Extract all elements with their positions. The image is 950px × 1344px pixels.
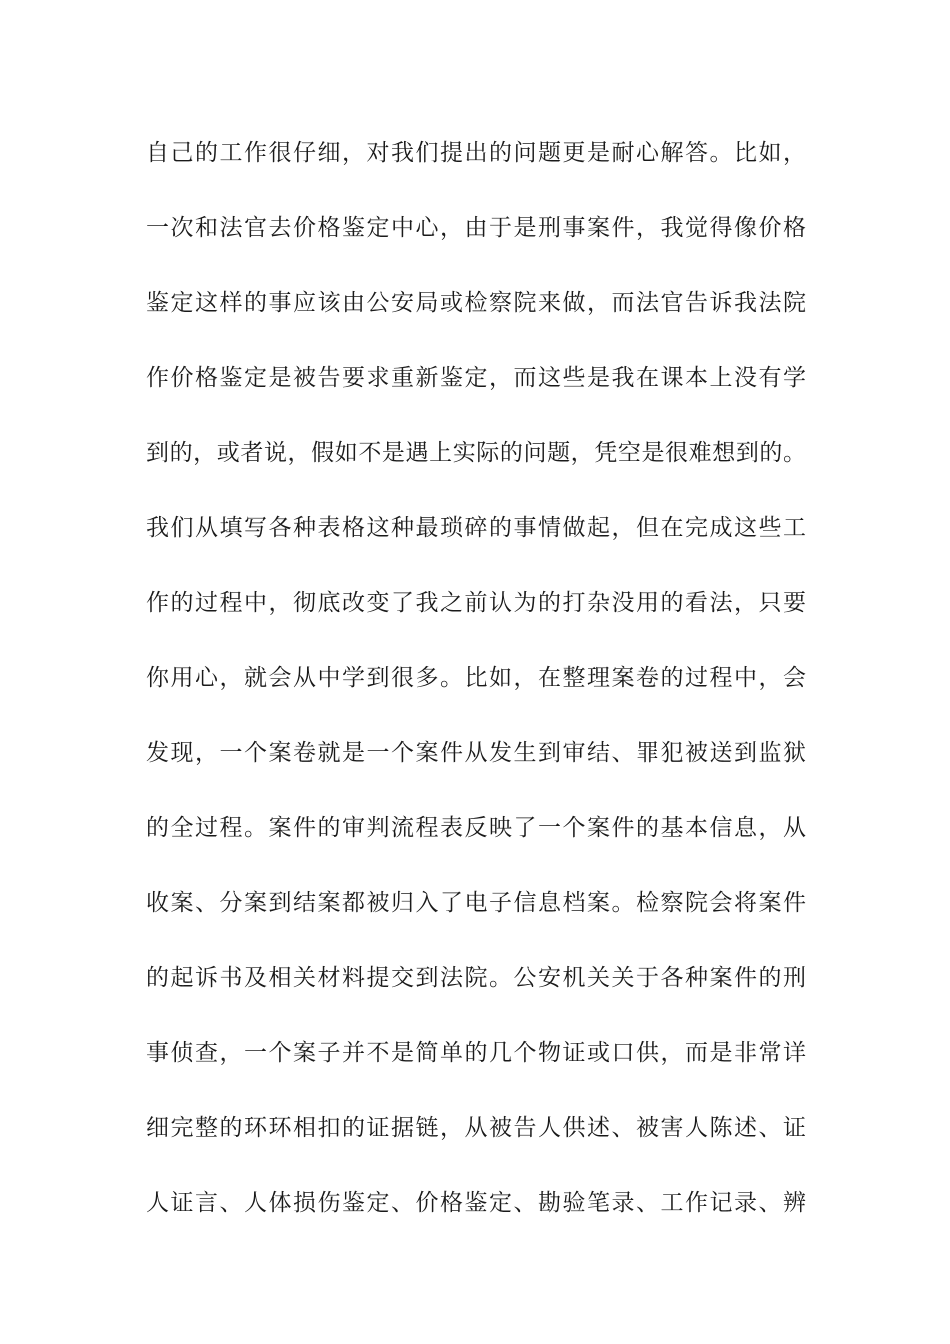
text-line: 到的，或者说，假如不是遇上实际的问题，凭空是很难想到的。 — [146, 440, 806, 466]
text-line: 人证言、人体损伤鉴定、价格鉴定、勘验笔录、工作记录、辨 — [146, 1190, 806, 1216]
text-line: 我们从填写各种表格这种最琐碎的事情做起，但在完成这些工 — [146, 515, 806, 541]
text-line: 你用心，就会从中学到很多。比如，在整理案卷的过程中，会 — [146, 665, 806, 691]
text-line: 的全过程。案件的审判流程表反映了一个案件的基本信息，从 — [146, 815, 806, 841]
text-line: 细完整的环环相扣的证据链，从被告人供述、被害人陈述、证 — [146, 1115, 806, 1141]
text-line: 自己的工作很仔细，对我们提出的问题更是耐心解答。比如， — [146, 140, 806, 166]
text-line: 的起诉书及相关材料提交到法院。公安机关关于各种案件的刑 — [146, 965, 806, 991]
body-text — [146, 131, 806, 1256]
text-line: 发现，一个案卷就是一个案件从发生到审结、罪犯被送到监狱 — [146, 740, 806, 766]
text-line: 鉴定这样的事应该由公安局或检察院来做，而法官告诉我法院 — [146, 290, 806, 316]
text-line: 一次和法官去价格鉴定中心，由于是刑事案件，我觉得像价格 — [146, 215, 806, 241]
text-line: 事侦查，一个案子并不是简单的几个物证或口供，而是非常详 — [146, 1040, 806, 1066]
text-line: 收案、分案到结案都被归入了电子信息档案。检察院会将案件 — [146, 890, 806, 916]
text-line: 作价格鉴定是被告要求重新鉴定，而这些是我在课本上没有学 — [146, 365, 806, 391]
text-line: 作的过程中，彻底改变了我之前认为的打杂没用的看法，只要 — [146, 590, 806, 616]
